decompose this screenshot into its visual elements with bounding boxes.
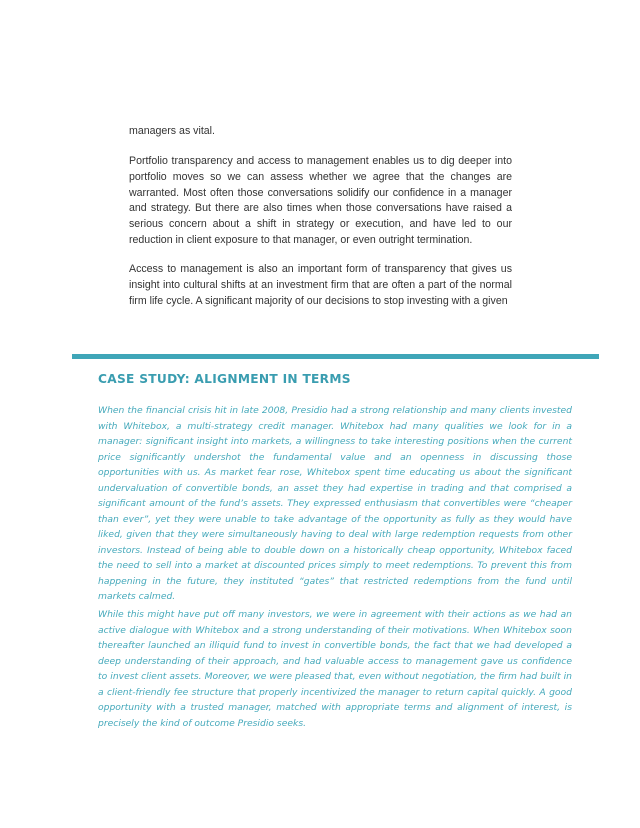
body-paragraph: Access to management is also an important form of transparency that gives us insight into cultural shifts at an investment firm that are often a part of the normal firm life cycle. A significant majority of our decisions to stop investing with a given: [129, 263, 512, 307]
section-divider: [72, 354, 599, 359]
case-study-paragraph: When the financial crisis hit in late 2008, Presidio had a strong relationship and many clients invested with Whitebox, a multi-strategy credit manager. Whitebox had many qualities we look for in a manager: significant insight into markets, a willingness to take interesting positions when the current price significantly undershot the fundamental value and an openness in discussing those opportunities with us. As market fear rose, Whitebox spent time educating us about the significant undervaluation of convertible bonds, an asset they had expertise in trading and that comprised a significant amount of the fund’s assets. They expressed enthusiasm that convertibles were “cheaper than ever”, yet they were unable to take advantage of the opportunity as fully as they would have liked, given that they were simultaneously having to deal with large redemption requests from other investors. Instead of being able to double down on a historically cheap opportunity, Whitebox faced the need to sell into a market at discounted prices simply to meet redemptions. To prevent this from happening in the future, they instituted “gates” that restricted redemptions from the fund until markets calmed.: [98, 405, 572, 602]
case-study-title: CASE STUDY: ALIGNMENT IN TERMS: [98, 372, 351, 386]
body-paragraph: Portfolio transparency and access to management enables us to dig deeper into portfolio moves so we can assess whether we agree that the changes are warranted. Most often those conversations solidify our confidence in a manager and strategy. But there are also times when those conversations have raised a serious concern about a shift in strategy or execution, and have led to our reduction in client exposure to that manager, or even outright termination.: [129, 155, 512, 246]
case-study-paragraph: While this might have put off many investors, we were in agreement with their actions as we had an active dialogue with Whitebox and a strong understanding of their motivations. When Whitebox soon thereafter launched an illiquid fund to invest in convertible bonds, the fact that we had developed a deep understanding of their approach, and had valuable access to management gave us confidence to invest client assets. Moreover, we were pleased that, even without negotiation, the firm had built in a client-friendly fee structure that properly incentivized the manager to return capital quickly. A good opportunity with a trusted manager, matched with appropriate terms and alignment of interest, is precisely the kind of outcome Presidio seeks.: [98, 609, 572, 729]
body-paragraph: managers as vital.: [129, 125, 215, 137]
